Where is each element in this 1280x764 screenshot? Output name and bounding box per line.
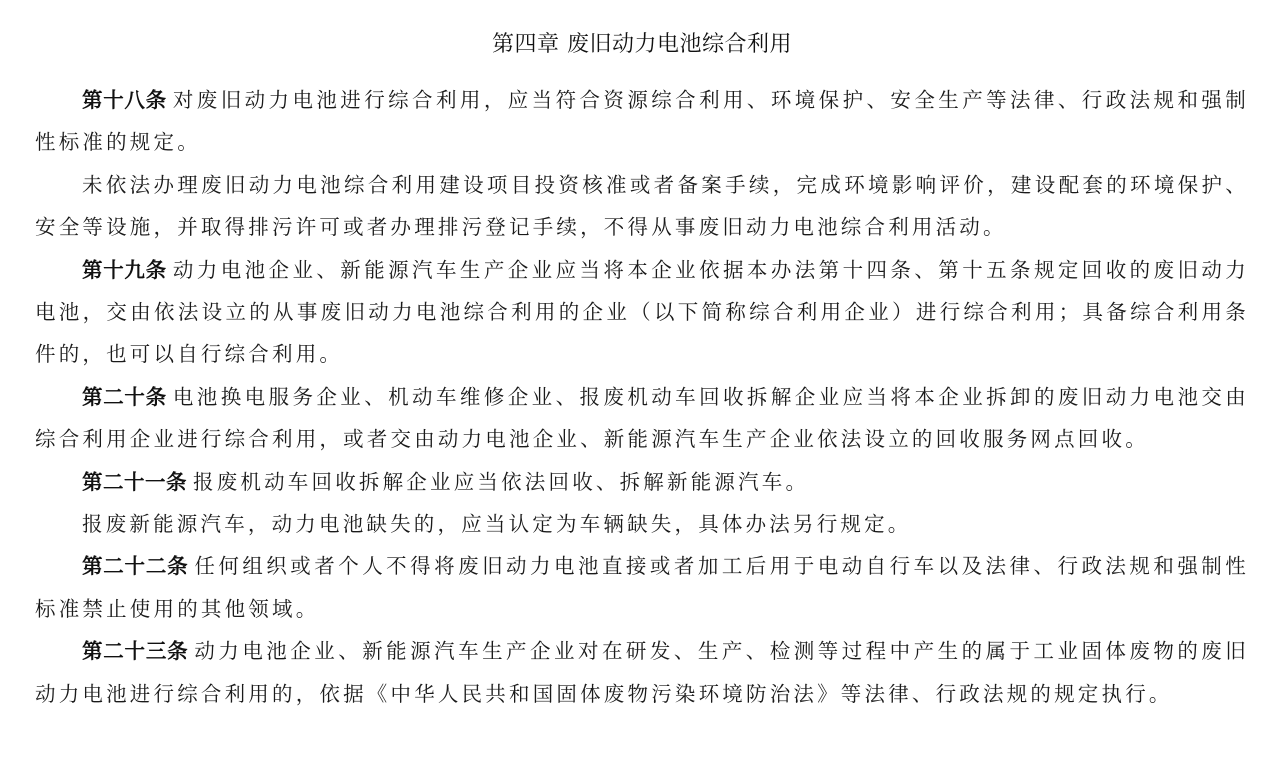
article-21-text: 报废机动车回收拆解企业应当依法回收、拆解新能源汽车。 [193, 469, 810, 494]
chapter-title: 第四章 废旧动力电池综合利用 [492, 32, 792, 57]
article-23-text: 动力电池企业、新能源汽车生产企业对在研发、生产、检测等过程中产生的属于工业固体废物的废旧动力电池进行综合利用的，依据《中华人民共和国固体废物污染环境防治法》等法律、行政法规的规定执行。 [35, 639, 1249, 706]
article-18-paragraph-1 [35, 79, 1249, 164]
article-19-label: 第十九条 [82, 257, 167, 282]
article-21-paragraph-1 [35, 461, 1249, 503]
article-21-label: 第二十一条 [82, 469, 187, 494]
document-page [35, 0, 1249, 715]
article-19-paragraph-1 [35, 249, 1249, 376]
article-23-paragraph-1 [35, 630, 1249, 715]
article-20-label: 第二十条 [82, 384, 167, 409]
article-21-paragraph-2: 报废新能源汽车，动力电池缺失的，应当认定为车辆缺失，具体办法另行规定。 [82, 512, 912, 537]
article-18-paragraph-2: 未依法办理废旧动力电池综合利用建设项目投资核准或者备案手续，完成环境影响评价，建设配套的环境保护、安全等设施，并取得排污许可或者办理排污登记手续，不得从事废旧动力电池综合利用活动。 [35, 172, 1249, 240]
article-22-text: 任何组织或者个人不得将废旧动力电池直接或者加工后用于电动自行车以及法律、行政法规和强制性标准禁止使用的其他领域。 [35, 554, 1249, 621]
article-20-paragraph-1 [35, 376, 1249, 461]
article-19-text: 动力电池企业、新能源汽车生产企业应当将本企业依据本办法第十四条、第十五条规定回收的废旧动力电池，交由依法设立的从事废旧动力电池综合利用的企业（以下简称综合利用企业）进行综合利用；具备综合利用条件的，也可以自行综合利用。 [35, 257, 1249, 367]
article-22-paragraph-1 [35, 545, 1249, 630]
article-23-label: 第二十三条 [82, 639, 189, 664]
article-18-label: 第十八条 [82, 88, 167, 112]
article-22-label: 第二十二条 [82, 554, 189, 579]
article-20-text: 电池换电服务企业、机动车维修企业、报废机动车回收拆解企业应当将本企业拆卸的废旧动力电池交由综合利用企业进行综合利用，或者交由动力电池企业、新能源汽车生产企业依法设立的回收服务网点回收。 [35, 384, 1249, 452]
article-18-text: 对废旧动力电池进行综合利用，应当符合资源综合利用、环境保护、安全生产等法律、行政法规和强制性标准的规定。 [35, 88, 1249, 155]
